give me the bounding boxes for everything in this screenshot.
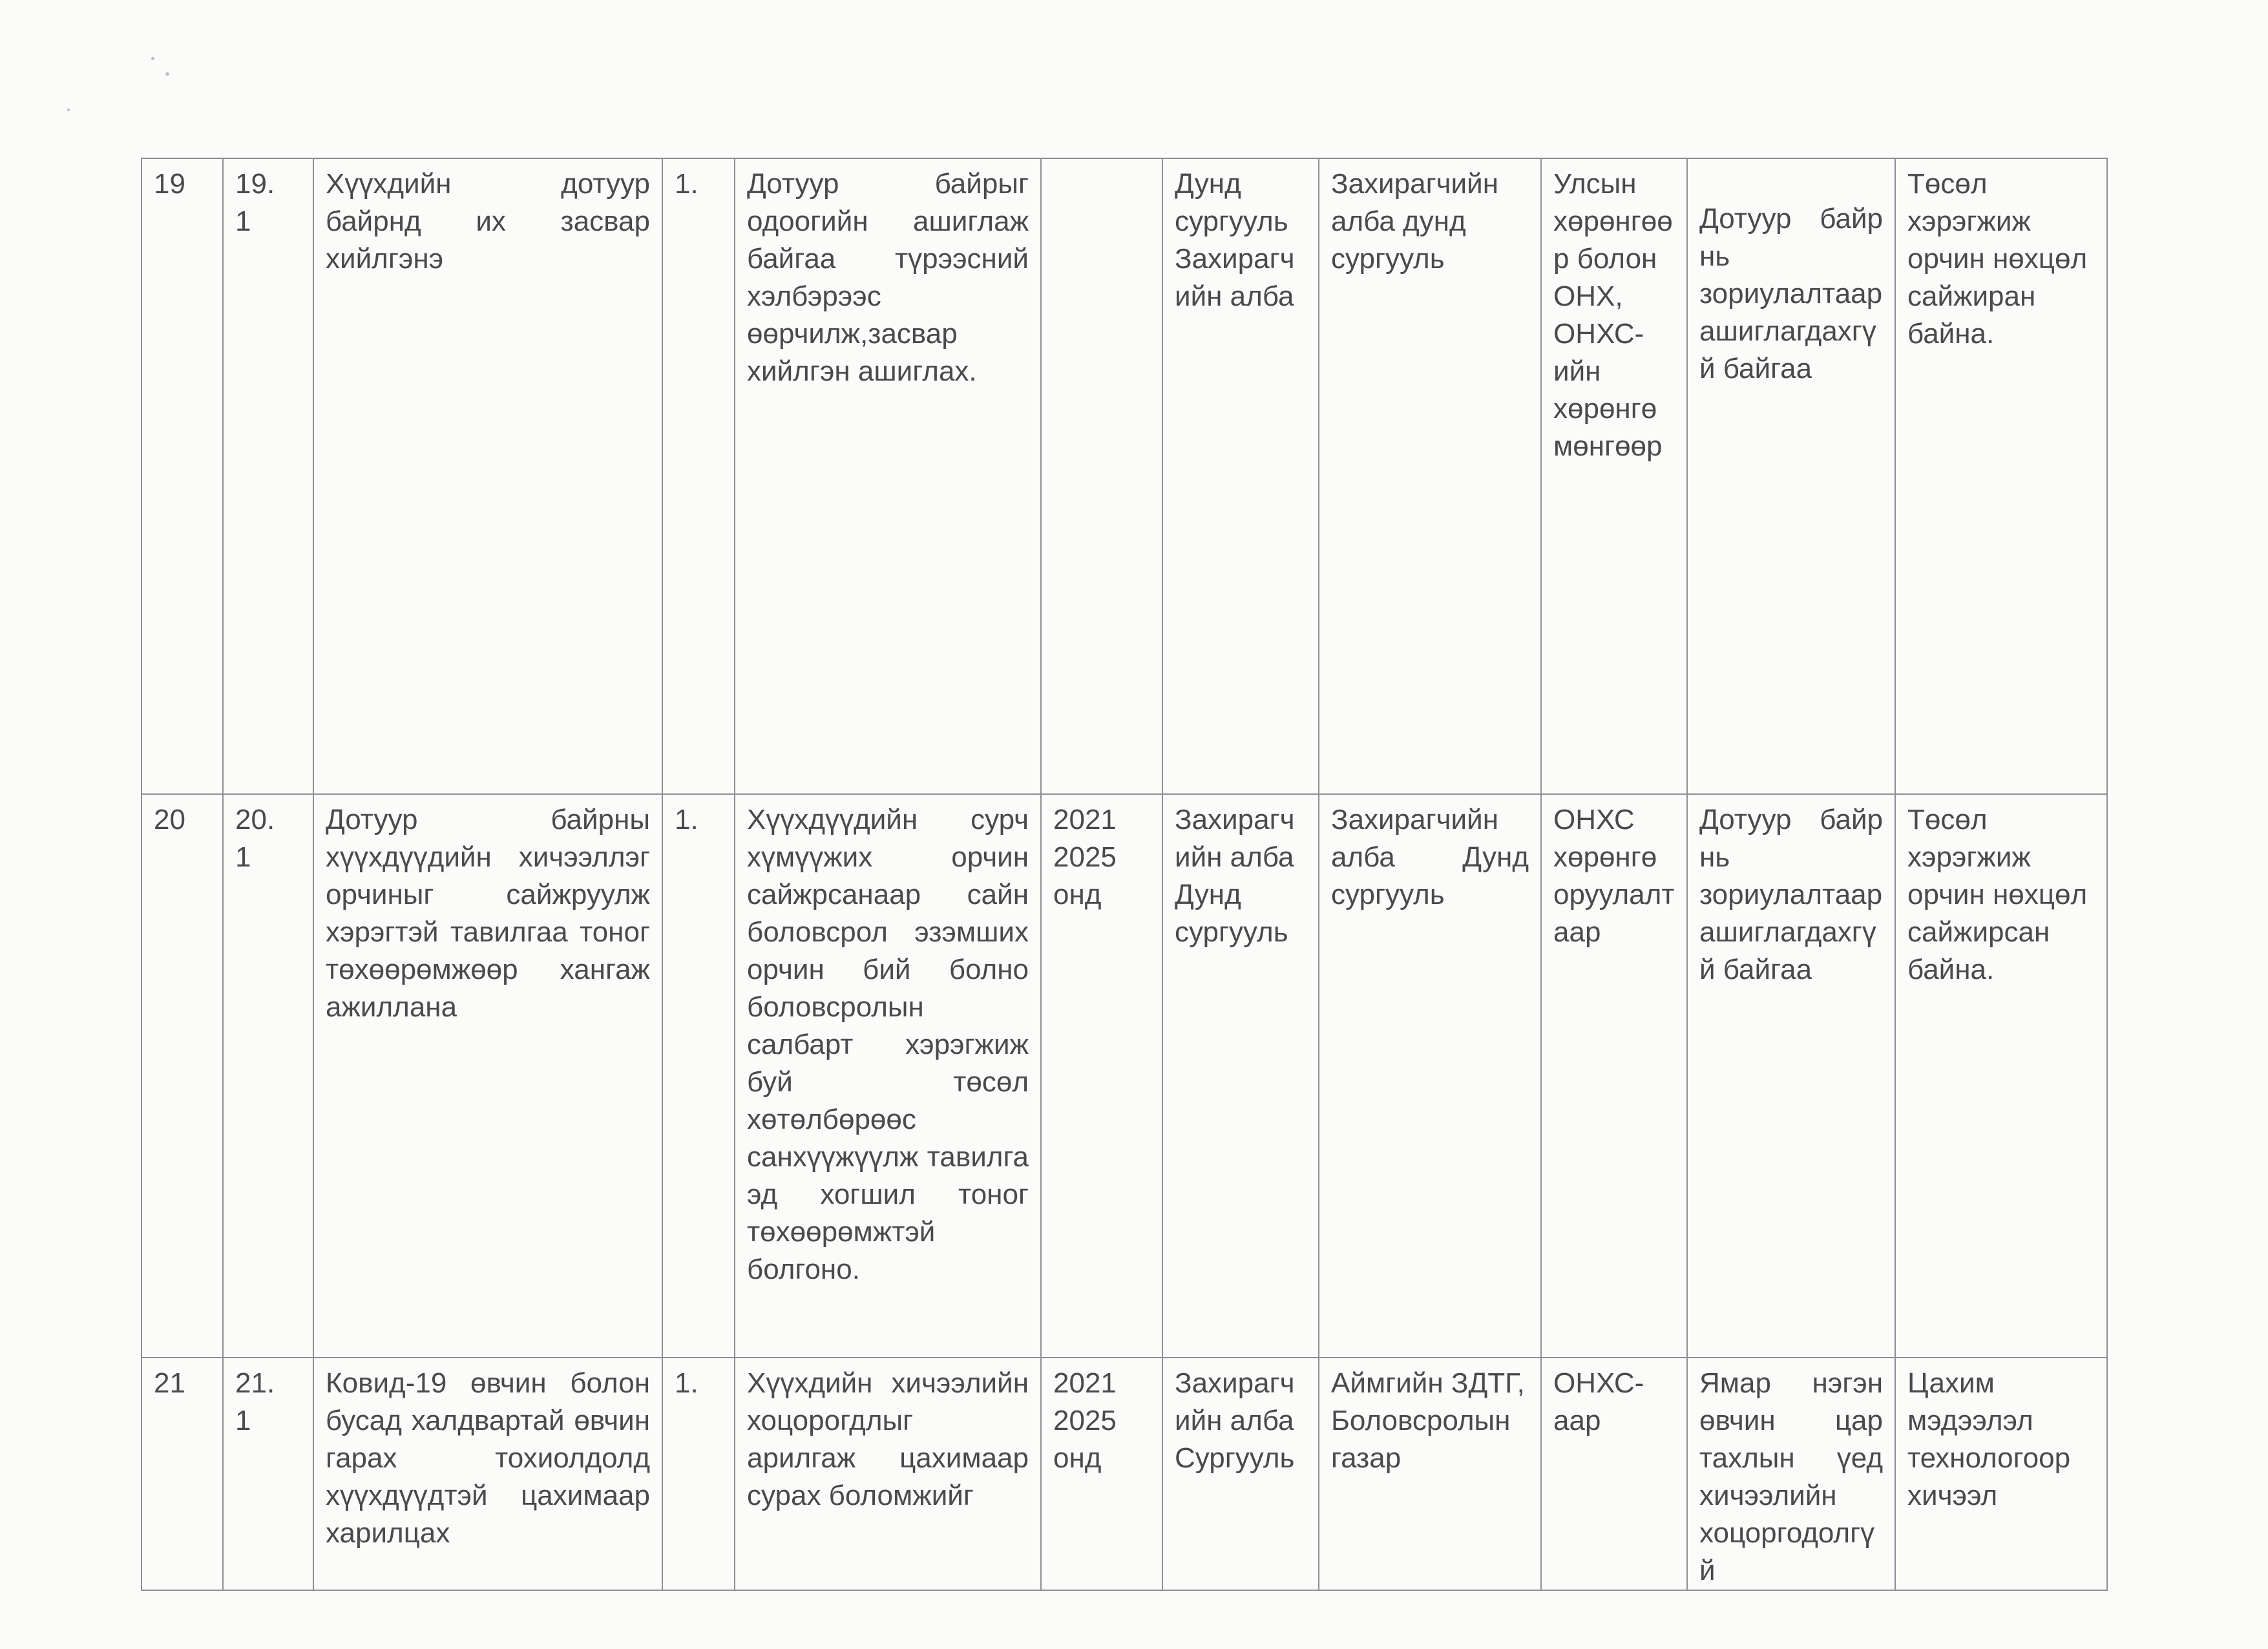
partners-cell [1319, 1358, 1541, 1590]
target-text: Цахим мэдээлэл технологоор хичээл [1907, 1367, 2071, 1511]
target-cell [1895, 794, 2107, 1358]
partners-text: Аймгийн ЗДТГ, Боловсролын газар [1331, 1367, 1525, 1474]
activity-cell [313, 158, 662, 794]
table-row [142, 794, 2107, 1358]
sub-number: 19. 1 [235, 168, 275, 237]
row-number: 21 [154, 1367, 185, 1399]
step-cell [662, 158, 735, 794]
description-cell [735, 1358, 1041, 1590]
step-number: 1. [675, 1367, 698, 1399]
scan-speck [165, 72, 169, 76]
row-number: 20 [154, 804, 185, 835]
partners-text: Захирагчийн алба дунд сургууль [1331, 168, 1498, 275]
scan-speck [151, 57, 154, 60]
row-number: 19 [154, 168, 185, 200]
responsible-cell [1162, 794, 1319, 1358]
activity-cell [313, 1358, 662, 1590]
responsible-text: Дунд сургууль Захирагчийн алба [1175, 168, 1295, 312]
target-cell [1895, 1358, 2107, 1590]
funding-cell [1541, 794, 1687, 1358]
responsible-text: Захирагчийн алба Дунд сургууль [1175, 804, 1295, 948]
sub-number-cell [223, 158, 313, 794]
period-cell [1041, 158, 1162, 794]
baseline-cell [1687, 1358, 1895, 1590]
baseline-text: Дотуур байр нь зориулалтаар ашиглагдахгүй байгаа [1699, 804, 1883, 985]
row-number-cell [142, 1358, 223, 1590]
funding-text: Улсын хөрөнгөөр болон ОНХ, ОНХС-ийн хөрөнгө мөнгөөр [1553, 168, 1673, 462]
baseline-cell [1687, 794, 1895, 1358]
description-text: Хүүхдийн хичээлийн хоцорогдлыг арилгаж цахимаар сурах боломжийг [747, 1367, 1029, 1511]
period-cell [1041, 794, 1162, 1358]
table-row [142, 158, 2107, 794]
target-text: Төсөл хэрэгжиж орчин нөхцөл сайжиран байна. [1907, 168, 2088, 350]
target-cell [1895, 158, 2107, 794]
description-cell [735, 794, 1041, 1358]
funding-text: ОНХС хөрөнгө оруулалтаар [1553, 804, 1675, 948]
scan-speck [67, 109, 70, 111]
step-cell [662, 1358, 735, 1590]
baseline-text: Ямар нэгэн өвчин цар тахлын үед хичээлийн хоцоргодолгүй [1699, 1367, 1883, 1586]
description-cell [735, 158, 1041, 794]
sub-number: 20. 1 [235, 804, 275, 873]
description-text: Хүүхдүүдийн сурч хүмүүжих орчин сайжрсанаар сайн боловсрол эзэмших орчин бий болно боловсролын салбарт хэрэгжиж буй төсөл хөтөлбөрөөс санхүүжүүлж тавилга эд хогшил тоног төхөөрөмжтэй болгоно. [747, 804, 1029, 1285]
funding-text: ОНХС-аар [1553, 1367, 1644, 1436]
step-number: 1. [675, 804, 698, 835]
step-cell [662, 794, 735, 1358]
table-row [142, 1358, 2107, 1590]
sub-number-cell [223, 1358, 313, 1590]
responsible-cell [1162, 1358, 1319, 1590]
row-number-cell [142, 794, 223, 1358]
sub-number: 21. 1 [235, 1367, 275, 1436]
period-cell [1041, 1358, 1162, 1590]
target-text: Төсөл хэрэгжиж орчин нөхцөл сайжирсан байна. [1907, 804, 2088, 985]
description-text: Дотуур байрыг одоогийн ашиглаж байгаа түрээсний хэлбэрээс өөрчилж,засвар хийлгэн ашиглах. [747, 168, 1029, 387]
row-number-cell [142, 158, 223, 794]
activity-text: Дотуур байрны хүүхдүүдийн хичээллэг орчиныг сайжруулж хэрэгтэй тавилгаа тоног төхөөрөмжөөр хангаж ажиллана [326, 804, 650, 1023]
activity-cell [313, 794, 662, 1358]
partners-cell [1319, 158, 1541, 794]
step-number: 1. [675, 168, 698, 200]
responsible-text: Захирагчийн алба Сургууль [1175, 1367, 1295, 1474]
partners-cell [1319, 794, 1541, 1358]
activity-text: Хүүхдийн дотуур байрнд их засвар хийлгэнэ [326, 168, 650, 275]
period-text: 2021 2025 онд [1053, 1367, 1117, 1474]
action-plan-table [141, 158, 2108, 1591]
baseline-text: Дотуур байр нь зориулалтаар ашиглагдахгүй байгаа [1699, 203, 1883, 384]
partners-text: Захирагчийн алба Дунд сургууль [1331, 804, 1529, 910]
sub-number-cell [223, 794, 313, 1358]
baseline-cell [1687, 158, 1895, 794]
period-text: 2021 2025 онд [1053, 804, 1117, 910]
responsible-cell [1162, 158, 1319, 794]
funding-cell [1541, 158, 1687, 794]
funding-cell [1541, 1358, 1687, 1590]
activity-text: Ковид-19 өвчин болон бусад халдвартай өвчин гарах тохиолдолд хүүхдүүдтэй цахимаар харилцах [326, 1367, 650, 1549]
